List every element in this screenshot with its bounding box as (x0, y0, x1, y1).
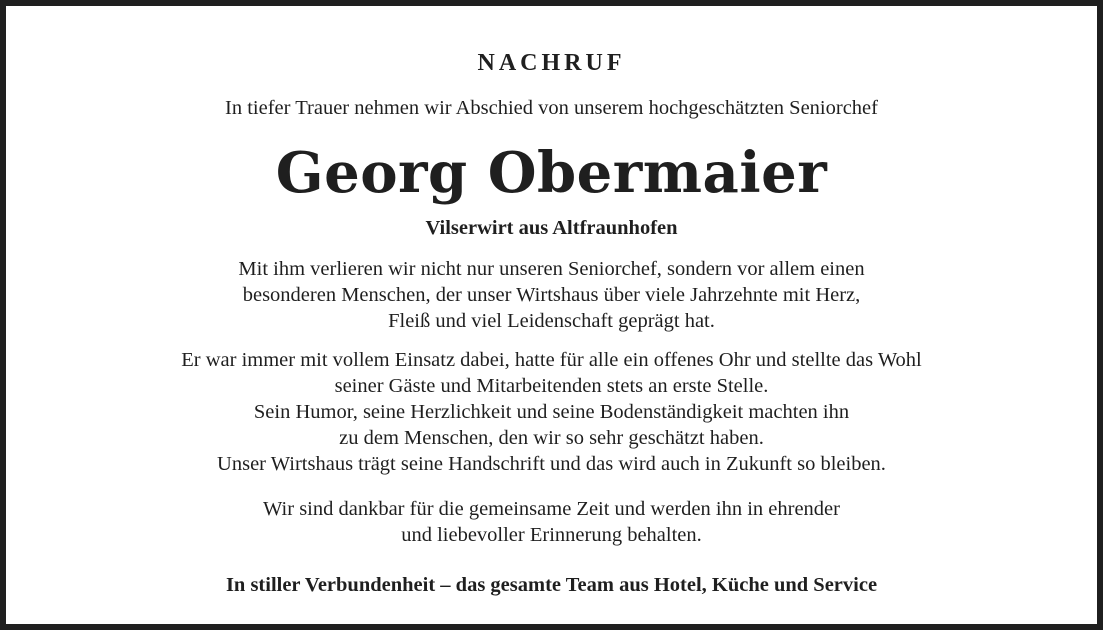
paragraph-gratitude (6, 496, 1097, 548)
paragraph-line: Unser Wirtshaus trägt seine Handschrift und das wird auch in Zukunft so bleiben. (217, 453, 886, 475)
paragraph-line: zu dem Menschen, den wir so sehr geschätzt haben. (339, 427, 764, 449)
paragraph-line: Sein Humor, seine Herzlichkeit und seine Bodenständigkeit machten ihn (253, 401, 850, 423)
paragraph-line: seiner Gäste und Mitarbeitenden stets an erste Stelle. (334, 375, 769, 397)
paragraph-tribute (6, 256, 1097, 334)
paragraph-line: Fleiß und viel Leidenschaft geprägt hat. (388, 310, 715, 332)
paragraph-line: Mit ihm verlieren wir nicht nur unseren Seniorchef, sondern vor allem einen (238, 258, 865, 280)
closing-signature: In stiller Verbundenheit – das gesamte Team aus Hotel, Küche und Service (225, 574, 878, 596)
paragraph-line: Er war immer mit vollem Einsatz dabei, hatte für alle ein offenes Ohr und stellte das Wohl (181, 349, 922, 371)
paragraph-character (6, 347, 1097, 477)
paragraph-line: und liebevoller Erinnerung behalten. (401, 524, 702, 546)
paragraph-line: Wir sind dankbar für die gemeinsame Zeit und werden ihn in ehrender (263, 498, 840, 520)
intro-text: In tiefer Trauer nehmen wir Abschied von unserem hochgeschätzten Seniorchef (225, 97, 878, 119)
paragraph-line: besonderen Menschen, der unser Wirtshaus über viele Jahrzehnte mit Herz, (242, 284, 861, 306)
notice-heading: NACHRUF (477, 50, 626, 76)
deceased-name: Georg Obermaier (275, 140, 828, 206)
deceased-subtitle: Vilserwirt aus Altfraunhofen (425, 217, 678, 239)
